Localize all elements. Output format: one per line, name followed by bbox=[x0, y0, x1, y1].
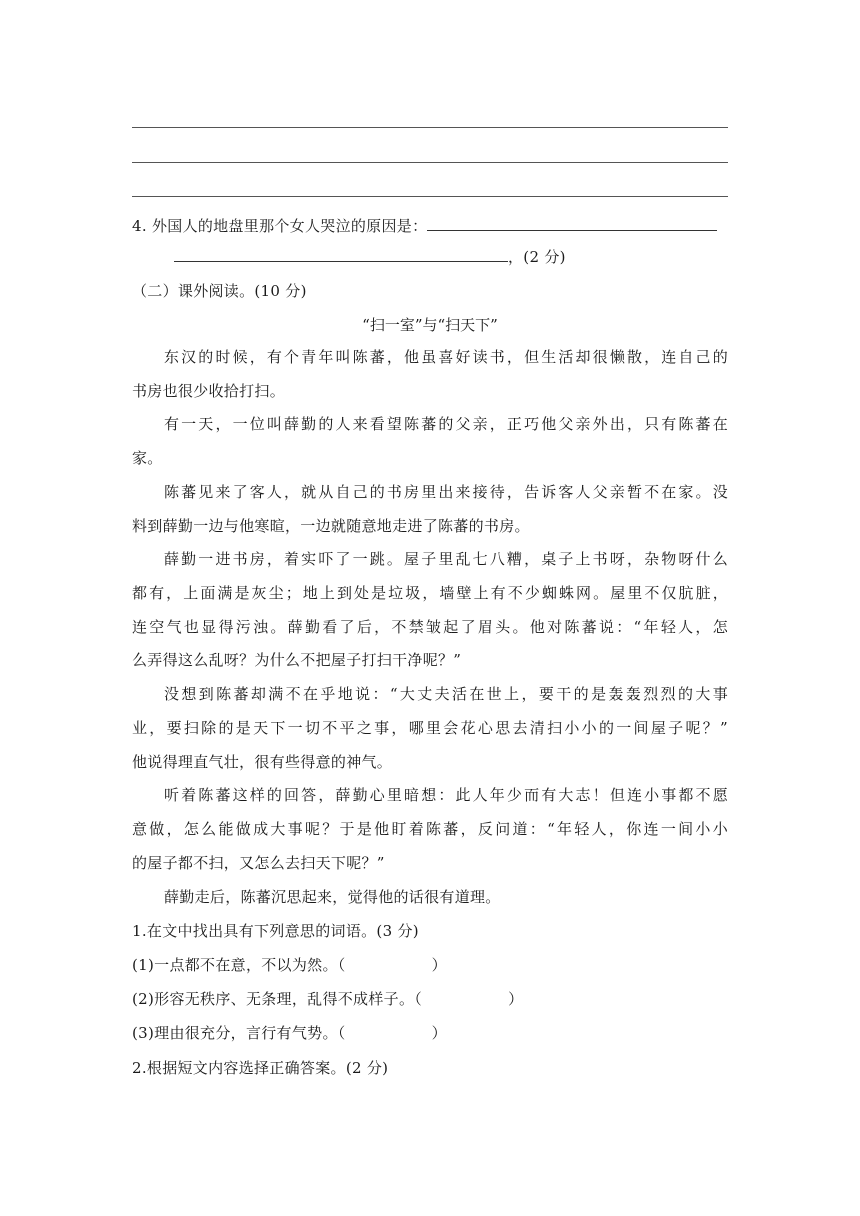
story-line: 没想到陈蕃却满不在乎地说：“大丈夫活在世上，要干的是轰轰烈烈的大事 bbox=[164, 685, 728, 703]
answer-line-3[interactable] bbox=[132, 196, 728, 197]
story-line: 意做，怎么能做成大事呢？于是他盯着陈蕃，反问道：“年轻人，你连一间小小 bbox=[132, 820, 728, 838]
question-4-label: 4. 外国人的地盘里那个女人哭泣的原因是： bbox=[132, 217, 428, 235]
question-4-continued bbox=[174, 245, 566, 268]
story-title: “扫一室”与“扫天下” bbox=[362, 316, 498, 334]
question-2-label: 2.根据短文内容选择正确答案。(2 分) bbox=[132, 1059, 389, 1077]
story-line: 家。 bbox=[132, 449, 163, 467]
story-line: 业，要扫除的是天下一切不平之事，哪里会花心思去清扫小小的一间屋子呢？” bbox=[132, 719, 728, 737]
story-line: 连空气也显得污浊。薛勤看了后，不禁皱起了眉头。他对陈蕃说：“年轻人，怎 bbox=[132, 618, 728, 636]
question-4 bbox=[132, 214, 717, 237]
answer-line-2[interactable] bbox=[132, 162, 728, 163]
story-line: 听着陈蕃这样的回答，薛勤心里暗想：此人年少而有大志！但连小事都不愿 bbox=[164, 786, 728, 804]
question-1-label: 1.在文中找出具有下列意思的词语。(3 分) bbox=[132, 922, 419, 940]
story-line: 薛勤一进书房，着实吓了一跳。屋子里乱七八糟，桌子上书呀，杂物呀什么 bbox=[164, 550, 728, 568]
story-line: 薛勤走后，陈蕃沉思起来，觉得他的话很有道理。 bbox=[164, 888, 501, 906]
question-1-item-2-close: ） bbox=[508, 990, 524, 1008]
story-line: 他说得理直气壮，很有些得意的神气。 bbox=[132, 753, 393, 771]
story-line: 料到薛勤一边与他寒暄，一边就随意地走进了陈蕃的书房。 bbox=[132, 517, 530, 535]
question-4-score: ，(2 分) bbox=[508, 248, 566, 266]
story-line: 陈蕃见来了客人，就从自己的书房里出来接待，告诉客人父亲暂不在家。没 bbox=[164, 483, 728, 501]
story-line: 都有，上面满是灰尘；地上到处是垃圾，墙壁上有不少蜘蛛网。屋里不仅肮脏， bbox=[132, 584, 728, 602]
question-1-item-2 bbox=[132, 988, 523, 1010]
question-1-item-3-text: (3)理由很充分，言行有气势。（ bbox=[132, 1024, 346, 1042]
story-line: 书房也很少收拾打扫。 bbox=[132, 382, 286, 400]
question-1-item-1-close: ） bbox=[431, 956, 447, 974]
section-heading: （二）课外阅读。(10 分) bbox=[132, 282, 307, 300]
story-line: 有一天，一位叫薛勤的人来看望陈蕃的父亲，正巧他父亲外出，只有陈蕃在 bbox=[164, 415, 728, 433]
question-1-item-3-close: ） bbox=[431, 1024, 447, 1042]
answer-line-1[interactable] bbox=[132, 127, 728, 128]
question-1-item-1 bbox=[132, 954, 447, 976]
story-line: 东汉的时候，有个青年叫陈蕃，他虽喜好读书，但生活却很懒散，连自己的 bbox=[164, 348, 728, 366]
story-line: 么弄得这么乱呀？为什么不把屋子打扫干净呢？” bbox=[132, 651, 462, 669]
question-4-answer-blank-1[interactable] bbox=[427, 214, 717, 231]
story-line: 的屋子都不扫，又怎么去扫天下呢？” bbox=[132, 854, 385, 872]
question-1-item-1-text: (1)一点都不在意，不以为然。（ bbox=[132, 956, 346, 974]
question-4-answer-blank-2[interactable] bbox=[174, 245, 508, 262]
question-1-item-2-text: (2)形容无秩序、无条理，乱得不成样子。（ bbox=[132, 990, 423, 1008]
question-1-item-3 bbox=[132, 1022, 447, 1044]
